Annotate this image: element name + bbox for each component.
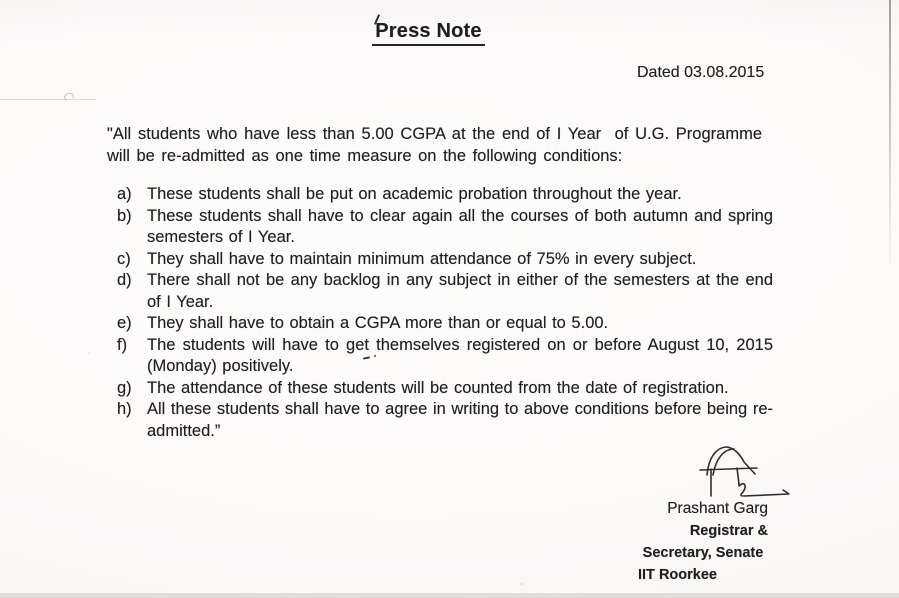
condition-text: There shall not be any backlog in any subject in either of the semesters at the end of I Year. (147, 271, 773, 311)
condition-marker: e) (117, 314, 132, 332)
signatory-title-secretary: Secretary, Senate (642, 545, 764, 561)
signatory-name: Prashant Garg (667, 500, 768, 517)
condition-item-a (117, 184, 803, 206)
condition-item-b (117, 206, 803, 249)
signatory-institute: IIT Roorkee (638, 567, 717, 583)
scan-artifact-bottom-band (0, 593, 899, 598)
signatory-title-registrar: Registrar & (689, 523, 768, 539)
scan-artifact-stray-dot (374, 355, 376, 357)
title-row (0, 19, 878, 46)
intro-paragraph: "All students who have less than 5.00 CGPA at the end of I Year of U.G. Programme will be re-admitted as one time measure on the following conditions: (107, 125, 769, 165)
condition-item-h (117, 399, 803, 442)
scan-artifact-speck (88, 352, 90, 354)
condition-marker: c) (117, 249, 131, 268)
condition-text: These students shall have to clear again all the courses of both autumn and spring semesters of I Year. (147, 206, 773, 246)
condition-text: The attendance of these students will be counted from the date of registration. (147, 378, 729, 397)
condition-marker: f) (117, 335, 128, 354)
document-title: Press Note (372, 19, 485, 46)
condition-text: These students shall be put on academic probation throughout the year. (147, 185, 682, 203)
scan-artifact-speck (520, 583, 523, 585)
condition-text: The students will have to get themselves registered on or before August 10, 2015 (Monday) positively. (147, 335, 773, 375)
scan-artifact-right-edge-line (889, 0, 891, 275)
scan-artifact-curl-mark (63, 92, 75, 103)
scan-artifact-left-line (0, 99, 96, 100)
condition-item-f (117, 335, 803, 378)
condition-text: They shall have to obtain a CGPA more than or equal to 5.00. (147, 314, 609, 332)
condition-marker: g) (117, 378, 132, 397)
document-date: Dated 03.08.2015 (637, 64, 765, 81)
condition-marker: a) (117, 185, 132, 203)
signature-block (638, 498, 768, 586)
condition-marker: b) (117, 206, 132, 225)
signature-scribble (688, 440, 798, 502)
condition-text: They shall have to maintain minimum attendance of 75% in every subject. (147, 249, 697, 268)
condition-item-d (117, 270, 803, 313)
condition-marker: h) (117, 400, 132, 418)
condition-item-g (117, 378, 803, 400)
condition-item-c (117, 249, 803, 271)
condition-marker: d) (117, 271, 132, 289)
conditions-list (117, 184, 803, 442)
condition-text: All these students shall have to agree in writing to above conditions before being re-admitted.” (147, 400, 773, 440)
condition-item-e (117, 313, 803, 335)
